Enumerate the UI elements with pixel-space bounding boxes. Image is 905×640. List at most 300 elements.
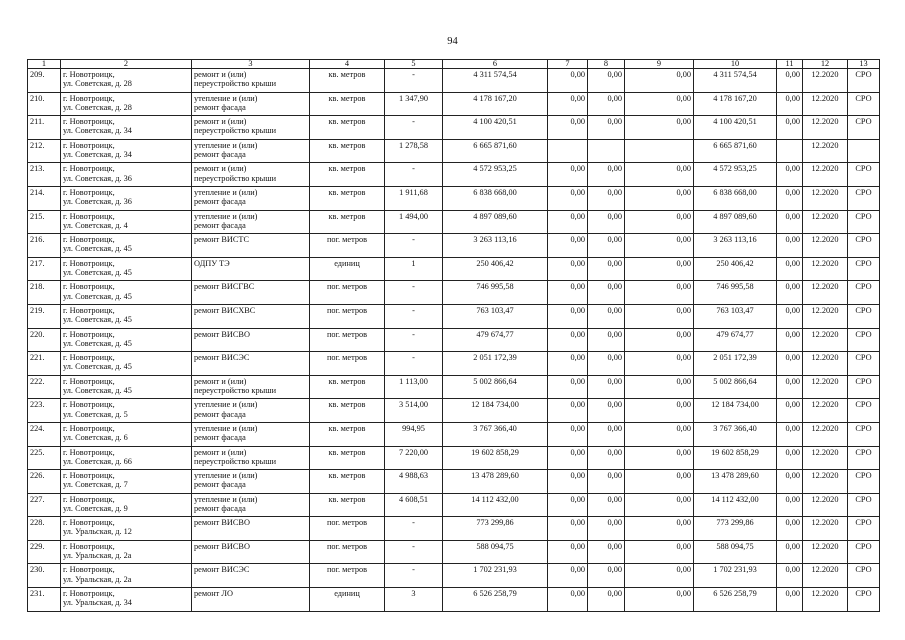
cell-work-type: ремонт и (или) переустройство крыши — [192, 163, 310, 187]
cell-unit: пог. метров — [310, 540, 385, 564]
cell-fund-regional: 0,00 — [588, 446, 625, 470]
cell-total-cost: 4 178 167,20 — [443, 92, 548, 116]
cell-fund-federal: 0,00 — [548, 186, 588, 210]
cell-fund-owners: 4 100 420,51 — [694, 116, 777, 140]
cell-fund-federal: 0,00 — [548, 116, 588, 140]
cell-fund-owners: 12 184 734,00 — [694, 399, 777, 423]
cell-fund-other: 0,00 — [777, 163, 803, 187]
cell-fund-local: 0,00 — [625, 304, 694, 328]
cell-volume: 994,95 — [385, 422, 443, 446]
cell-fund-federal: 0,00 — [548, 470, 588, 494]
cell-address: г. Новотроицк, ул. Советская, д. 5 — [61, 399, 192, 423]
cell-fund-federal: 0,00 — [548, 304, 588, 328]
cell-unit: кв. метров — [310, 92, 385, 116]
cell-method: СРО — [848, 375, 880, 399]
cell-fund-local: 0,00 — [625, 234, 694, 258]
cell-volume: - — [385, 564, 443, 588]
cell-fund-regional: 0,00 — [588, 69, 625, 93]
cell-fund-regional: 0,00 — [588, 422, 625, 446]
cell-address: г. Новотроицк, ул. Советская, д. 34 — [61, 116, 192, 140]
cell-work-type: ремонт ВИСГВС — [192, 281, 310, 305]
cell-volume: - — [385, 281, 443, 305]
cell-row-number: 224. — [28, 422, 61, 446]
cell-fund-other: 0,00 — [777, 92, 803, 116]
cell-method: СРО — [848, 446, 880, 470]
cell-fund-other: 0,00 — [777, 540, 803, 564]
cell-work-type: утепление и (или) ремонт фасада — [192, 493, 310, 517]
cell-total-cost: 3 263 113,16 — [443, 234, 548, 258]
cell-volume: 1 278,58 — [385, 139, 443, 163]
cell-total-cost: 479 674,77 — [443, 328, 548, 352]
cell-fund-regional: 0,00 — [588, 352, 625, 376]
column-header-11: 11 — [777, 60, 803, 69]
cell-unit: пог. метров — [310, 281, 385, 305]
cell-fund-local: 0,00 — [625, 116, 694, 140]
cell-work-type: ремонт ВИСВО — [192, 328, 310, 352]
cell-address: г. Новотроицк, ул. Советская, д. 45 — [61, 352, 192, 376]
cell-fund-other: 0,00 — [777, 281, 803, 305]
table-row — [28, 328, 880, 352]
cell-unit: пог. метров — [310, 304, 385, 328]
cell-total-cost: 588 094,75 — [443, 540, 548, 564]
cell-fund-federal: 0,00 — [548, 210, 588, 234]
cell-total-cost: 4 311 574,54 — [443, 69, 548, 93]
cell-work-type: утепление и (или) ремонт фасада — [192, 399, 310, 423]
cell-row-number: 219. — [28, 304, 61, 328]
cell-row-number: 213. — [28, 163, 61, 187]
cell-deadline: 12.2020 — [803, 399, 848, 423]
cell-fund-federal: 0,00 — [548, 328, 588, 352]
cell-fund-federal: 0,00 — [548, 493, 588, 517]
cell-work-type: ОДПУ ТЭ — [192, 257, 310, 281]
cell-work-type: ремонт ЛО — [192, 588, 310, 612]
cell-deadline: 12.2020 — [803, 281, 848, 305]
cell-fund-owners: 3 767 366,40 — [694, 422, 777, 446]
cell-fund-other: 0,00 — [777, 210, 803, 234]
cell-total-cost: 19 602 858,29 — [443, 446, 548, 470]
cell-work-type: утепление и (или) ремонт фасада — [192, 186, 310, 210]
cell-fund-owners: 4 178 167,20 — [694, 92, 777, 116]
cell-fund-owners: 746 995,58 — [694, 281, 777, 305]
cell-unit: пог. метров — [310, 564, 385, 588]
cell-method: СРО — [848, 186, 880, 210]
table-body — [28, 69, 880, 612]
cell-fund-federal: 0,00 — [548, 352, 588, 376]
table-row — [28, 116, 880, 140]
cell-unit: единиц — [310, 257, 385, 281]
cell-fund-owners: 6 526 258,79 — [694, 588, 777, 612]
cell-fund-local: 0,00 — [625, 186, 694, 210]
cell-fund-regional: 0,00 — [588, 493, 625, 517]
cell-fund-local: 0,00 — [625, 328, 694, 352]
cell-unit: кв. метров — [310, 210, 385, 234]
cell-address: г. Новотроицк, ул. Советская, д. 45 — [61, 234, 192, 258]
cell-fund-federal: 0,00 — [548, 257, 588, 281]
cell-row-number: 211. — [28, 116, 61, 140]
cell-deadline: 12.2020 — [803, 328, 848, 352]
cell-fund-owners: 250 406,42 — [694, 257, 777, 281]
cell-fund-owners: 13 478 289,60 — [694, 470, 777, 494]
cell-work-type: ремонт и (или) переустройство крыши — [192, 446, 310, 470]
cell-fund-owners: 773 299,86 — [694, 517, 777, 541]
cell-fund-regional: 0,00 — [588, 399, 625, 423]
cell-fund-owners: 4 897 089,60 — [694, 210, 777, 234]
table-row — [28, 540, 880, 564]
cell-address: г. Новотроицк, ул. Советская, д. 45 — [61, 328, 192, 352]
cell-unit: кв. метров — [310, 493, 385, 517]
cell-method: СРО — [848, 517, 880, 541]
cell-fund-regional: 0,00 — [588, 304, 625, 328]
cell-address: г. Новотроицк, ул. Уральская, д. 2а — [61, 564, 192, 588]
table-row — [28, 139, 880, 163]
cell-method: СРО — [848, 399, 880, 423]
cell-fund-owners: 14 112 432,00 — [694, 493, 777, 517]
cell-fund-owners: 4 572 953,25 — [694, 163, 777, 187]
cell-method: СРО — [848, 281, 880, 305]
cell-deadline: 12.2020 — [803, 517, 848, 541]
cell-fund-local: 0,00 — [625, 92, 694, 116]
cell-row-number: 221. — [28, 352, 61, 376]
cell-row-number: 225. — [28, 446, 61, 470]
cell-deadline: 12.2020 — [803, 234, 848, 258]
cell-deadline: 12.2020 — [803, 470, 848, 494]
cell-deadline: 12.2020 — [803, 375, 848, 399]
cell-address: г. Новотроицк, ул. Советская, д. 7 — [61, 470, 192, 494]
cell-method: СРО — [848, 470, 880, 494]
cell-fund-other — [777, 139, 803, 163]
cell-method: СРО — [848, 92, 880, 116]
cell-total-cost: 13 478 289,60 — [443, 470, 548, 494]
cell-fund-other: 0,00 — [777, 328, 803, 352]
cell-work-type: утепление и (или) ремонт фасада — [192, 422, 310, 446]
cell-work-type: ремонт ВИСВО — [192, 517, 310, 541]
cell-unit: пог. метров — [310, 328, 385, 352]
cell-fund-local: 0,00 — [625, 446, 694, 470]
cell-fund-regional: 0,00 — [588, 564, 625, 588]
cell-address: г. Новотроицк, ул. Советская, д. 36 — [61, 186, 192, 210]
cell-volume: 4 988,63 — [385, 470, 443, 494]
cell-fund-regional — [588, 139, 625, 163]
table-row — [28, 234, 880, 258]
cell-fund-other: 0,00 — [777, 186, 803, 210]
cell-fund-regional: 0,00 — [588, 163, 625, 187]
cell-total-cost: 6 665 871,60 — [443, 139, 548, 163]
cell-fund-other: 0,00 — [777, 493, 803, 517]
cell-total-cost: 1 702 231,93 — [443, 564, 548, 588]
table-row — [28, 186, 880, 210]
cell-work-type: ремонт и (или) переустройство крыши — [192, 116, 310, 140]
table-row — [28, 470, 880, 494]
cell-unit: кв. метров — [310, 139, 385, 163]
cell-fund-regional: 0,00 — [588, 186, 625, 210]
cell-fund-federal: 0,00 — [548, 375, 588, 399]
cell-deadline: 12.2020 — [803, 92, 848, 116]
table-row — [28, 304, 880, 328]
cell-fund-federal: 0,00 — [548, 517, 588, 541]
column-header-12: 12 — [803, 60, 848, 69]
cell-fund-regional: 0,00 — [588, 588, 625, 612]
cell-fund-other: 0,00 — [777, 304, 803, 328]
cell-address: г. Новотроицк, ул. Советская, д. 45 — [61, 281, 192, 305]
cell-row-number: 222. — [28, 375, 61, 399]
table-row — [28, 281, 880, 305]
cell-fund-local: 0,00 — [625, 588, 694, 612]
cell-row-number: 226. — [28, 470, 61, 494]
cell-method: СРО — [848, 69, 880, 93]
cell-row-number: 223. — [28, 399, 61, 423]
cell-volume: - — [385, 304, 443, 328]
cell-fund-federal: 0,00 — [548, 399, 588, 423]
cell-fund-federal: 0,00 — [548, 540, 588, 564]
cell-total-cost: 5 002 866,64 — [443, 375, 548, 399]
cell-unit: кв. метров — [310, 446, 385, 470]
cell-method: СРО — [848, 352, 880, 376]
cell-address: г. Новотроицк, ул. Советская, д. 28 — [61, 92, 192, 116]
cell-unit: кв. метров — [310, 116, 385, 140]
cell-volume: - — [385, 517, 443, 541]
cell-deadline: 12.2020 — [803, 163, 848, 187]
cell-total-cost: 250 406,42 — [443, 257, 548, 281]
cell-method: СРО — [848, 304, 880, 328]
cell-unit: единиц — [310, 588, 385, 612]
cell-fund-owners: 19 602 858,29 — [694, 446, 777, 470]
cell-fund-federal: 0,00 — [548, 281, 588, 305]
cell-work-type: утепление и (или) ремонт фасада — [192, 92, 310, 116]
cell-fund-regional: 0,00 — [588, 92, 625, 116]
cell-fund-federal: 0,00 — [548, 163, 588, 187]
table-row — [28, 446, 880, 470]
capital-repair-table — [27, 59, 880, 612]
column-header-3: 3 — [192, 60, 310, 69]
cell-fund-other: 0,00 — [777, 257, 803, 281]
cell-volume: 3 514,00 — [385, 399, 443, 423]
table-row — [28, 517, 880, 541]
cell-total-cost: 4 897 089,60 — [443, 210, 548, 234]
cell-fund-owners: 1 702 231,93 — [694, 564, 777, 588]
cell-fund-federal: 0,00 — [548, 564, 588, 588]
cell-row-number: 210. — [28, 92, 61, 116]
table-row — [28, 422, 880, 446]
cell-address: г. Новотроицк, ул. Советская, д. 4 — [61, 210, 192, 234]
cell-unit: пог. метров — [310, 517, 385, 541]
cell-deadline: 12.2020 — [803, 304, 848, 328]
column-header-5: 5 — [385, 60, 443, 69]
cell-address: г. Новотроицк, ул. Уральская, д. 2а — [61, 540, 192, 564]
cell-fund-regional: 0,00 — [588, 328, 625, 352]
cell-volume: - — [385, 540, 443, 564]
cell-work-type: ремонт ВИСЭС — [192, 564, 310, 588]
cell-row-number: 220. — [28, 328, 61, 352]
cell-row-number: 214. — [28, 186, 61, 210]
cell-unit: кв. метров — [310, 69, 385, 93]
cell-fund-federal: 0,00 — [548, 422, 588, 446]
table-row — [28, 399, 880, 423]
cell-total-cost: 746 995,58 — [443, 281, 548, 305]
cell-address: г. Новотроицк, ул. Советская, д. 36 — [61, 163, 192, 187]
cell-volume: - — [385, 234, 443, 258]
cell-work-type: ремонт ВИСВО — [192, 540, 310, 564]
cell-deadline: 12.2020 — [803, 564, 848, 588]
cell-row-number: 231. — [28, 588, 61, 612]
cell-address: г. Новотроицк, ул. Уральская, д. 34 — [61, 588, 192, 612]
column-header-4: 4 — [310, 60, 385, 69]
column-header-7: 7 — [548, 60, 588, 69]
cell-method: СРО — [848, 564, 880, 588]
page-number: 94 — [447, 36, 458, 47]
cell-fund-other: 0,00 — [777, 234, 803, 258]
cell-total-cost: 773 299,86 — [443, 517, 548, 541]
cell-deadline: 12.2020 — [803, 352, 848, 376]
cell-unit: кв. метров — [310, 422, 385, 446]
cell-fund-local: 0,00 — [625, 564, 694, 588]
cell-deadline: 12.2020 — [803, 116, 848, 140]
cell-fund-owners: 5 002 866,64 — [694, 375, 777, 399]
cell-row-number: 215. — [28, 210, 61, 234]
cell-unit: кв. метров — [310, 186, 385, 210]
cell-volume: - — [385, 163, 443, 187]
cell-deadline: 12.2020 — [803, 210, 848, 234]
cell-deadline: 12.2020 — [803, 446, 848, 470]
cell-fund-regional: 0,00 — [588, 210, 625, 234]
table-row — [28, 375, 880, 399]
cell-total-cost: 2 051 172,39 — [443, 352, 548, 376]
cell-fund-local: 0,00 — [625, 375, 694, 399]
cell-fund-local: 0,00 — [625, 399, 694, 423]
cell-fund-other: 0,00 — [777, 375, 803, 399]
cell-total-cost: 12 184 734,00 — [443, 399, 548, 423]
cell-fund-federal: 0,00 — [548, 234, 588, 258]
cell-fund-regional: 0,00 — [588, 116, 625, 140]
cell-row-number: 227. — [28, 493, 61, 517]
cell-address: г. Новотроицк, ул. Советская, д. 45 — [61, 257, 192, 281]
column-header-2: 2 — [61, 60, 192, 69]
cell-fund-other: 0,00 — [777, 517, 803, 541]
cell-method: СРО — [848, 257, 880, 281]
cell-total-cost: 763 103,47 — [443, 304, 548, 328]
cell-deadline: 12.2020 — [803, 139, 848, 163]
cell-volume: - — [385, 116, 443, 140]
cell-work-type: ремонт и (или) переустройство крыши — [192, 375, 310, 399]
cell-row-number: 229. — [28, 540, 61, 564]
cell-volume: - — [385, 352, 443, 376]
cell-deadline: 12.2020 — [803, 422, 848, 446]
cell-method: СРО — [848, 210, 880, 234]
cell-volume: - — [385, 69, 443, 93]
table-row — [28, 564, 880, 588]
cell-address: г. Новотроицк, ул. Советская, д. 45 — [61, 304, 192, 328]
cell-fund-other: 0,00 — [777, 588, 803, 612]
cell-row-number: 230. — [28, 564, 61, 588]
cell-fund-local: 0,00 — [625, 352, 694, 376]
cell-fund-local: 0,00 — [625, 281, 694, 305]
cell-fund-other: 0,00 — [777, 470, 803, 494]
table-row — [28, 588, 880, 612]
cell-fund-local: 0,00 — [625, 422, 694, 446]
cell-unit: кв. метров — [310, 470, 385, 494]
cell-total-cost: 6 838 668,00 — [443, 186, 548, 210]
cell-volume: 1 911,68 — [385, 186, 443, 210]
cell-method: СРО — [848, 163, 880, 187]
cell-fund-other: 0,00 — [777, 69, 803, 93]
cell-fund-federal: 0,00 — [548, 588, 588, 612]
cell-volume: 1 113,00 — [385, 375, 443, 399]
cell-deadline: 12.2020 — [803, 257, 848, 281]
cell-fund-federal — [548, 139, 588, 163]
table-row — [28, 493, 880, 517]
cell-volume: 3 — [385, 588, 443, 612]
column-header-13: 13 — [848, 60, 880, 69]
cell-fund-local — [625, 139, 694, 163]
cell-work-type: ремонт ВИСЭС — [192, 352, 310, 376]
cell-fund-regional: 0,00 — [588, 257, 625, 281]
cell-method: СРО — [848, 422, 880, 446]
cell-fund-regional: 0,00 — [588, 281, 625, 305]
cell-unit: пог. метров — [310, 234, 385, 258]
cell-volume: 1 — [385, 257, 443, 281]
cell-fund-regional: 0,00 — [588, 470, 625, 494]
cell-fund-other: 0,00 — [777, 564, 803, 588]
cell-fund-owners: 3 263 113,16 — [694, 234, 777, 258]
cell-fund-local: 0,00 — [625, 163, 694, 187]
cell-fund-regional: 0,00 — [588, 540, 625, 564]
table-row — [28, 257, 880, 281]
cell-work-type: утепление и (или) ремонт фасада — [192, 470, 310, 494]
column-header-1: 1 — [28, 60, 61, 69]
cell-method: СРО — [848, 234, 880, 258]
cell-deadline: 12.2020 — [803, 186, 848, 210]
cell-fund-federal: 0,00 — [548, 69, 588, 93]
cell-address: г. Новотроицк, ул. Уральская, д. 12 — [61, 517, 192, 541]
cell-method: СРО — [848, 588, 880, 612]
cell-fund-regional: 0,00 — [588, 234, 625, 258]
cell-volume: 4 608,51 — [385, 493, 443, 517]
cell-fund-federal: 0,00 — [548, 446, 588, 470]
cell-row-number: 212. — [28, 139, 61, 163]
cell-row-number: 216. — [28, 234, 61, 258]
cell-total-cost: 6 526 258,79 — [443, 588, 548, 612]
table-row — [28, 92, 880, 116]
cell-deadline: 12.2020 — [803, 588, 848, 612]
cell-method: СРО — [848, 328, 880, 352]
cell-row-number: 217. — [28, 257, 61, 281]
cell-total-cost: 4 572 953,25 — [443, 163, 548, 187]
cell-method — [848, 139, 880, 163]
cell-volume: 1 347,90 — [385, 92, 443, 116]
cell-deadline: 12.2020 — [803, 69, 848, 93]
cell-fund-owners: 479 674,77 — [694, 328, 777, 352]
column-header-6: 6 — [443, 60, 548, 69]
cell-unit: кв. метров — [310, 399, 385, 423]
cell-fund-other: 0,00 — [777, 116, 803, 140]
cell-fund-other: 0,00 — [777, 352, 803, 376]
cell-fund-local: 0,00 — [625, 493, 694, 517]
cell-deadline: 12.2020 — [803, 493, 848, 517]
cell-work-type: утепление и (или) ремонт фасада — [192, 139, 310, 163]
cell-fund-owners: 588 094,75 — [694, 540, 777, 564]
cell-deadline: 12.2020 — [803, 540, 848, 564]
table-row — [28, 210, 880, 234]
cell-address: г. Новотроицк, ул. Советская, д. 34 — [61, 139, 192, 163]
cell-fund-federal: 0,00 — [548, 92, 588, 116]
cell-work-type: ремонт и (или) переустройство крыши — [192, 69, 310, 93]
cell-total-cost: 3 767 366,40 — [443, 422, 548, 446]
table-row — [28, 163, 880, 187]
cell-volume: 1 494,00 — [385, 210, 443, 234]
cell-address: г. Новотроицк, ул. Советская, д. 45 — [61, 375, 192, 399]
cell-method: СРО — [848, 116, 880, 140]
cell-fund-other: 0,00 — [777, 446, 803, 470]
cell-method: СРО — [848, 493, 880, 517]
